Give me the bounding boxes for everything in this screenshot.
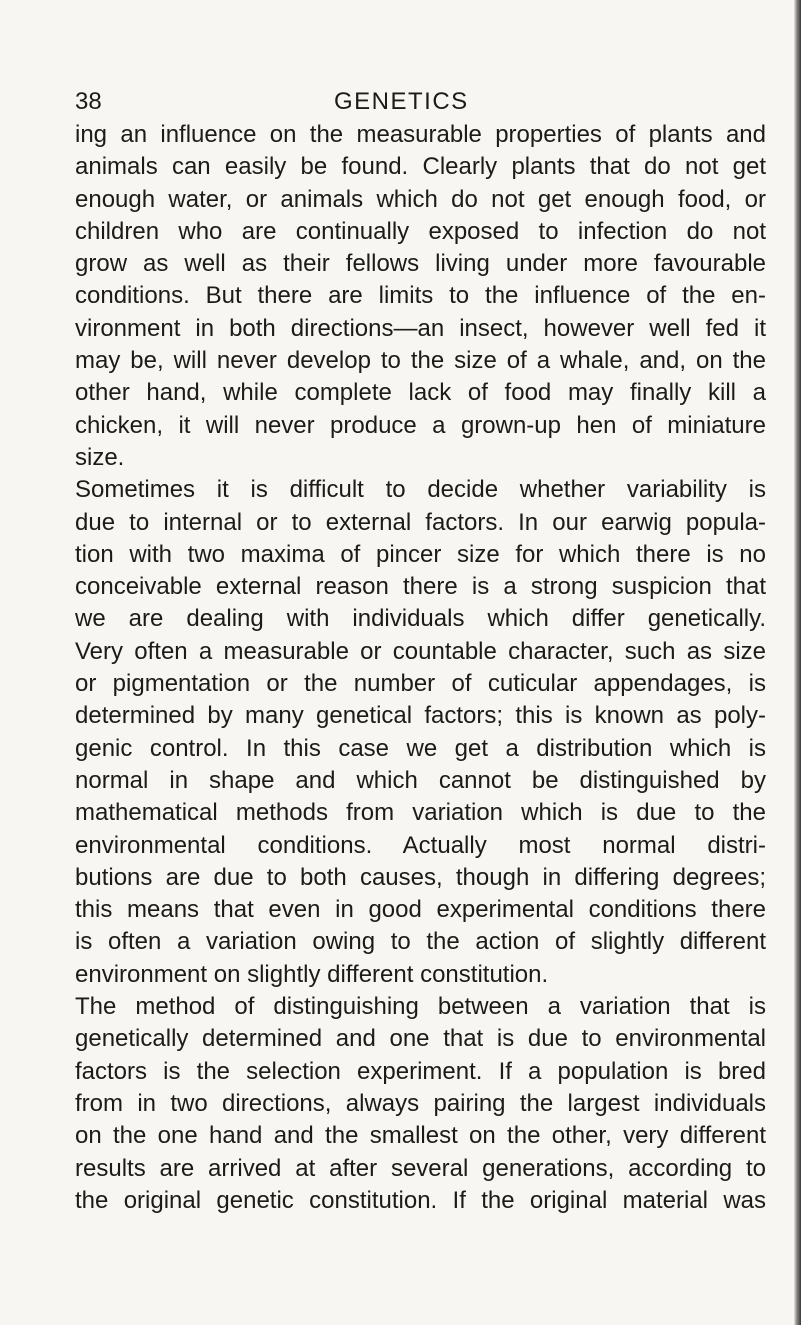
text-line: tion with two maxima of pincer size for which there is no	[75, 540, 766, 568]
text-line: due to internal or to external factors. In our earwig popula-	[75, 508, 766, 536]
text-line: mathematical methods from variation which is due to the	[75, 799, 766, 827]
text-line: chicken, it will never produce a grown-up hen of miniature	[75, 411, 766, 439]
text-line: this means that even in good experimental conditions there	[75, 896, 766, 924]
text-line: genetically determined and one that is due to environmental	[75, 1025, 766, 1053]
running-head: GENETICS	[334, 88, 469, 115]
text-line: normal in shape and which cannot be distinguished by	[75, 766, 766, 794]
text-line: vironment in both directions—an insect, however well fed it	[75, 314, 766, 342]
text-line: genic control. In this case we get a distribution which is	[75, 734, 766, 762]
text-line: determined by many genetical factors; this is known as poly-	[75, 702, 766, 730]
text-line: results are arrived at after several generations, according to	[75, 1154, 766, 1182]
text-line: Very often a measurable or countable character, such as size	[75, 637, 766, 665]
text-line: grow as well as their fellows living under more favourable	[75, 250, 766, 278]
text-line: the original genetic constitution. If the original material was	[75, 1186, 766, 1214]
text-line: conditions. But there are limits to the influence of the en-	[75, 282, 766, 310]
body-text	[75, 119, 766, 1217]
text-line: from in two directions, always pairing the largest individuals	[75, 1089, 766, 1117]
text-line: environmental conditions. Actually most normal distri-	[75, 831, 766, 859]
text-line: or pigmentation or the number of cuticular appendages, is	[75, 670, 766, 698]
text-line: enough water, or animals which do not get enough food, or	[75, 185, 766, 213]
text-line: animals can easily be found. Clearly plants that do not get	[75, 153, 766, 181]
text-line: Sometimes it is difficult to decide whether variability is	[75, 476, 766, 504]
page-number: 38	[75, 88, 102, 115]
page-edge-shadow	[794, 0, 801, 1325]
text-line: size.	[75, 443, 125, 471]
text-line: butions are due to both causes, though in differing degrees;	[75, 863, 766, 891]
text-line: we are dealing with individuals which differ genetically.	[75, 605, 766, 633]
text-line: conceivable external reason there is a strong suspicion that	[75, 573, 766, 601]
text-line: other hand, while complete lack of food may finally kill a	[75, 379, 766, 407]
text-line: factors is the selection experiment. If a population is bred	[75, 1057, 766, 1085]
text-line: on the one hand and the smallest on the other, very different	[75, 1122, 766, 1150]
text-line: The method of distinguishing between a variation that is	[75, 993, 766, 1021]
text-line: is often a variation owing to the action of slightly different	[75, 928, 766, 956]
text-line: children who are continually exposed to infection do not	[75, 217, 766, 245]
text-line: ing an influence on the measurable properties of plants and	[75, 121, 766, 148]
text-line: may be, will never develop to the size of a whale, and, on the	[75, 347, 766, 375]
page-header	[75, 87, 765, 117]
text-line: environment on slightly different constitution.	[75, 960, 549, 988]
